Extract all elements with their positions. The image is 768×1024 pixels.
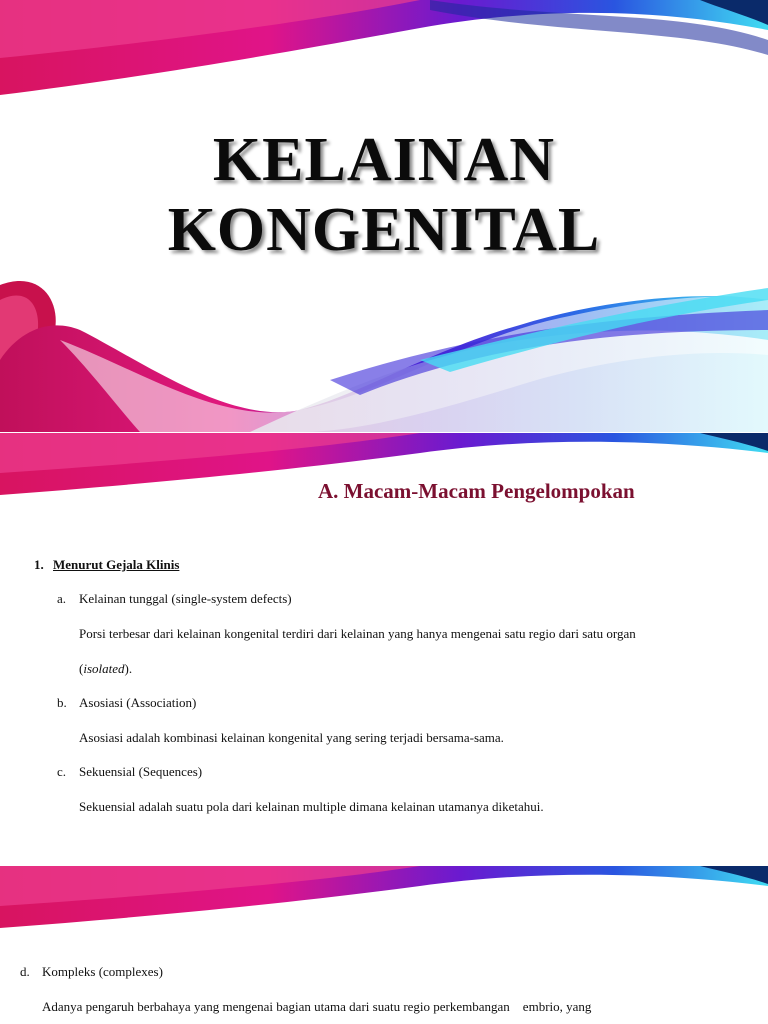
item-description: Asosiasi adalah kombinasi kelainan kongenital yang sering terjadi bersama-sama. (79, 730, 504, 745)
content-slide-partial (0, 866, 768, 1024)
section-heading: A. Macam-Macam Pengelompokan (318, 479, 635, 503)
list-label: Kompleks (complexes) (42, 964, 163, 979)
title-slide (0, 0, 768, 432)
paren-open: ( (79, 661, 84, 676)
list-letter: a. (57, 591, 67, 606)
list-item (57, 591, 292, 607)
list-letter: d. (20, 964, 30, 979)
list-item (57, 764, 203, 780)
heading-title: Menurut Gejala Klinis (53, 557, 180, 572)
title-line-2: KONGENITAL (167, 196, 601, 264)
numbered-heading (34, 557, 179, 573)
title-line-1: KELAINAN (212, 126, 556, 194)
item-description: Sekuensial adalah suatu pola dari kelainan multiple dimana kelainan utamanya diketahui. (79, 799, 544, 814)
content-slide (0, 433, 768, 865)
paren-close: ). (124, 661, 133, 676)
list-label: Sekuensial (Sequences) (79, 764, 203, 779)
item-description: Adanya pengaruh berbahaya yang mengenai bagian utama dari suatu regio perkembangan embrio, yang (42, 999, 592, 1014)
slide-title (0, 125, 768, 265)
list-label: Kelainan tunggal (single-system defects) (79, 591, 292, 606)
top-swoosh-decoration (0, 866, 768, 936)
heading-number: 1. (34, 557, 44, 572)
list-letter: b. (57, 695, 67, 710)
list-item (57, 695, 197, 711)
item-description-continued (79, 661, 132, 677)
list-item (20, 964, 163, 980)
list-label: Asosiasi (Association) (79, 695, 197, 710)
italic-term: isolated (83, 661, 125, 676)
list-letter: c. (57, 764, 67, 779)
item-description: Porsi terbesar dari kelainan kongenital terdiri dari kelainan yang hanya mengenai satu regio dari satu organ (79, 626, 636, 641)
